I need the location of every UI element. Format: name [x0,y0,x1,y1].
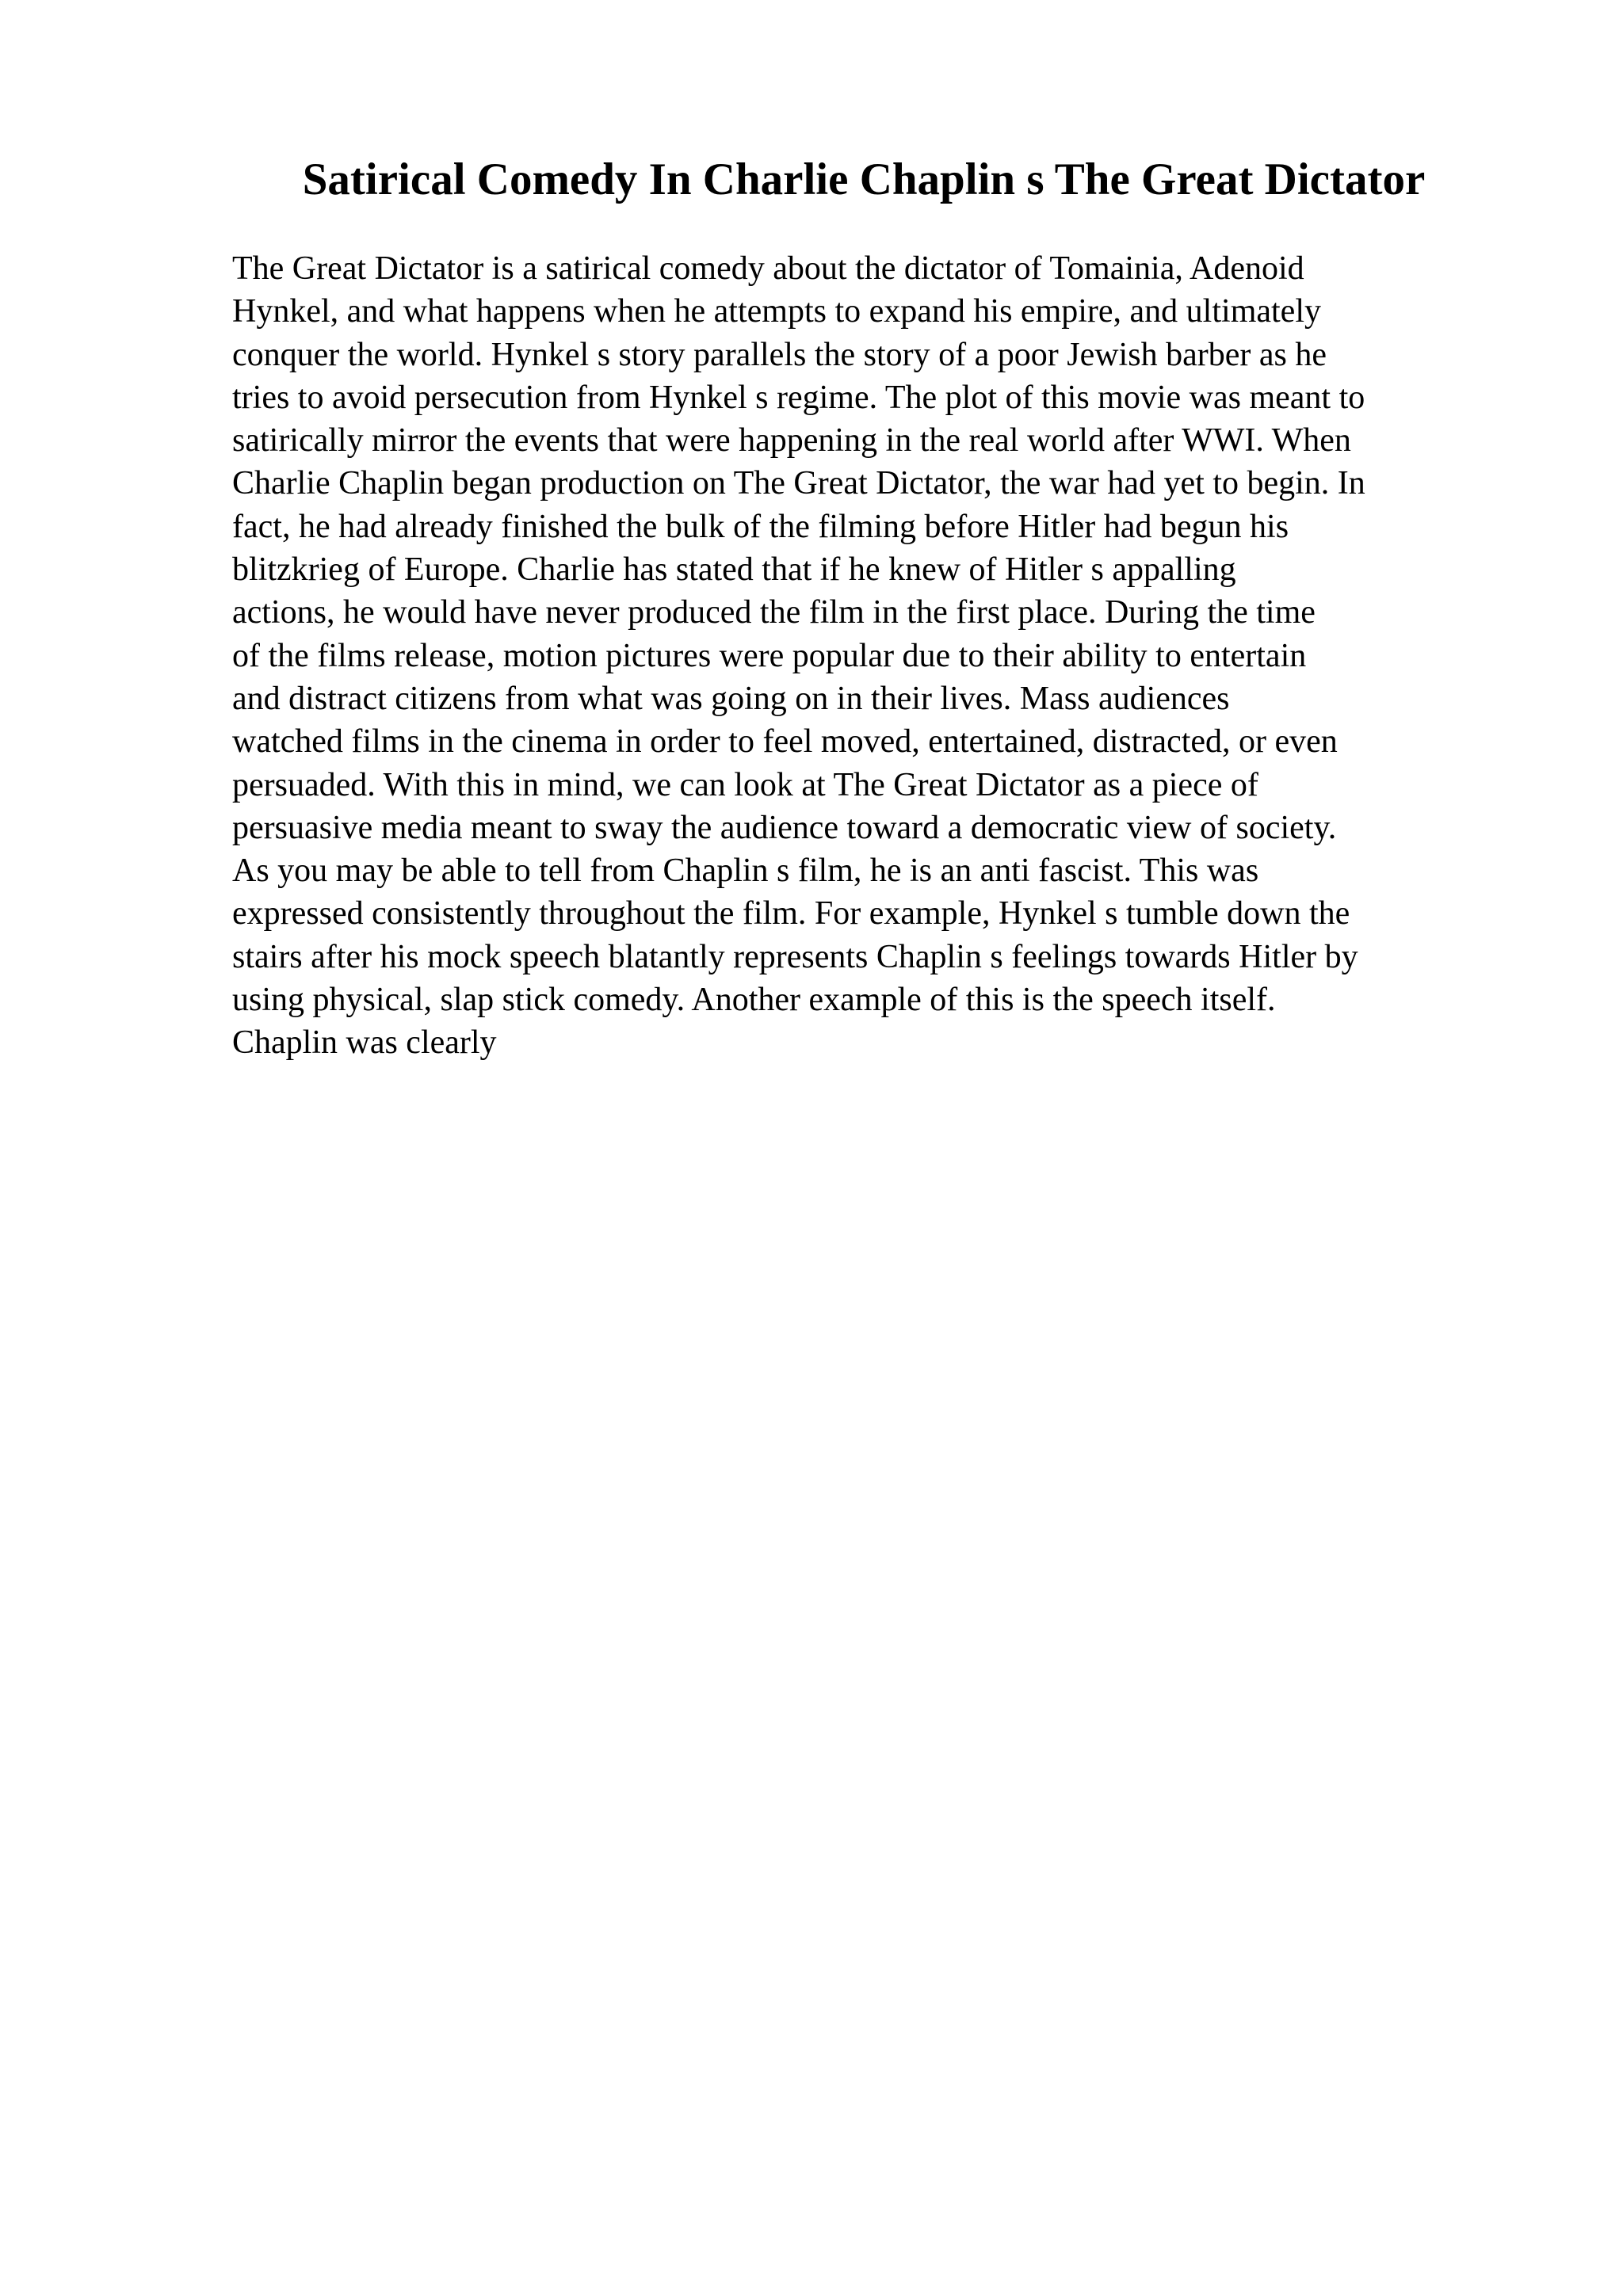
body-line: and distract citizens from what was going on in their lives. Mass audiences [232,680,1230,717]
body-line: Hynkel, and what happens when he attempts to expand his empire, and ultimately [232,293,1321,330]
body-line: using physical, slap stick comedy. Another example of this is the speech itself. [232,982,1276,1019]
body-line: persuaded. With this in mind, we can look at The Great Dictator as a piece of [232,766,1258,803]
body-line: expressed consistently throughout the film. For example, Hynkel s tumble down the [232,895,1350,933]
body-line: satirically mirror the events that were happening in the real world after WWI. When [232,422,1351,460]
body-line: stairs after his mock speech blatantly represents Chaplin s feelings towards Hitler by [232,938,1358,975]
body-line: persuasive media meant to sway the audience toward a democratic view of society. [232,809,1337,846]
body-line: fact, he had already finished the bulk of the filming before Hitler had begun his [232,508,1289,545]
body-line: tries to avoid persecution from Hynkel s regime. The plot of this movie was meant to [232,379,1365,416]
body-line: of the films release, motion pictures were popular due to their ability to entertain [232,637,1307,674]
body-line: watched films in the cinema in order to feel moved, entertained, distracted, or even [232,723,1338,761]
body-line: Charlie Chaplin began production on The Great Dictator, the war had yet to begin. In [232,465,1365,502]
body-line: conquer the world. Hynkel s story parallels the story of a poor Jewish barber as he [232,336,1327,373]
body-line: Chaplin was clearly [232,1024,497,1062]
body-line: blitzkrieg of Europe. Charlie has stated that if he knew of Hitler s appalling [232,551,1236,589]
body-paragraph [232,247,1516,1065]
body-line: As you may be able to tell from Chaplin s film, he is an anti fascist. This was [232,852,1259,890]
body-line: The Great Dictator is a satirical comedy about the dictator of Tomainia, Adenoid [232,250,1304,287]
body-line: actions, he would have never produced the film in the first place. During the time [232,594,1316,631]
document-title: Satirical Comedy In Charlie Chaplin s The Great Dictator [302,154,1426,204]
